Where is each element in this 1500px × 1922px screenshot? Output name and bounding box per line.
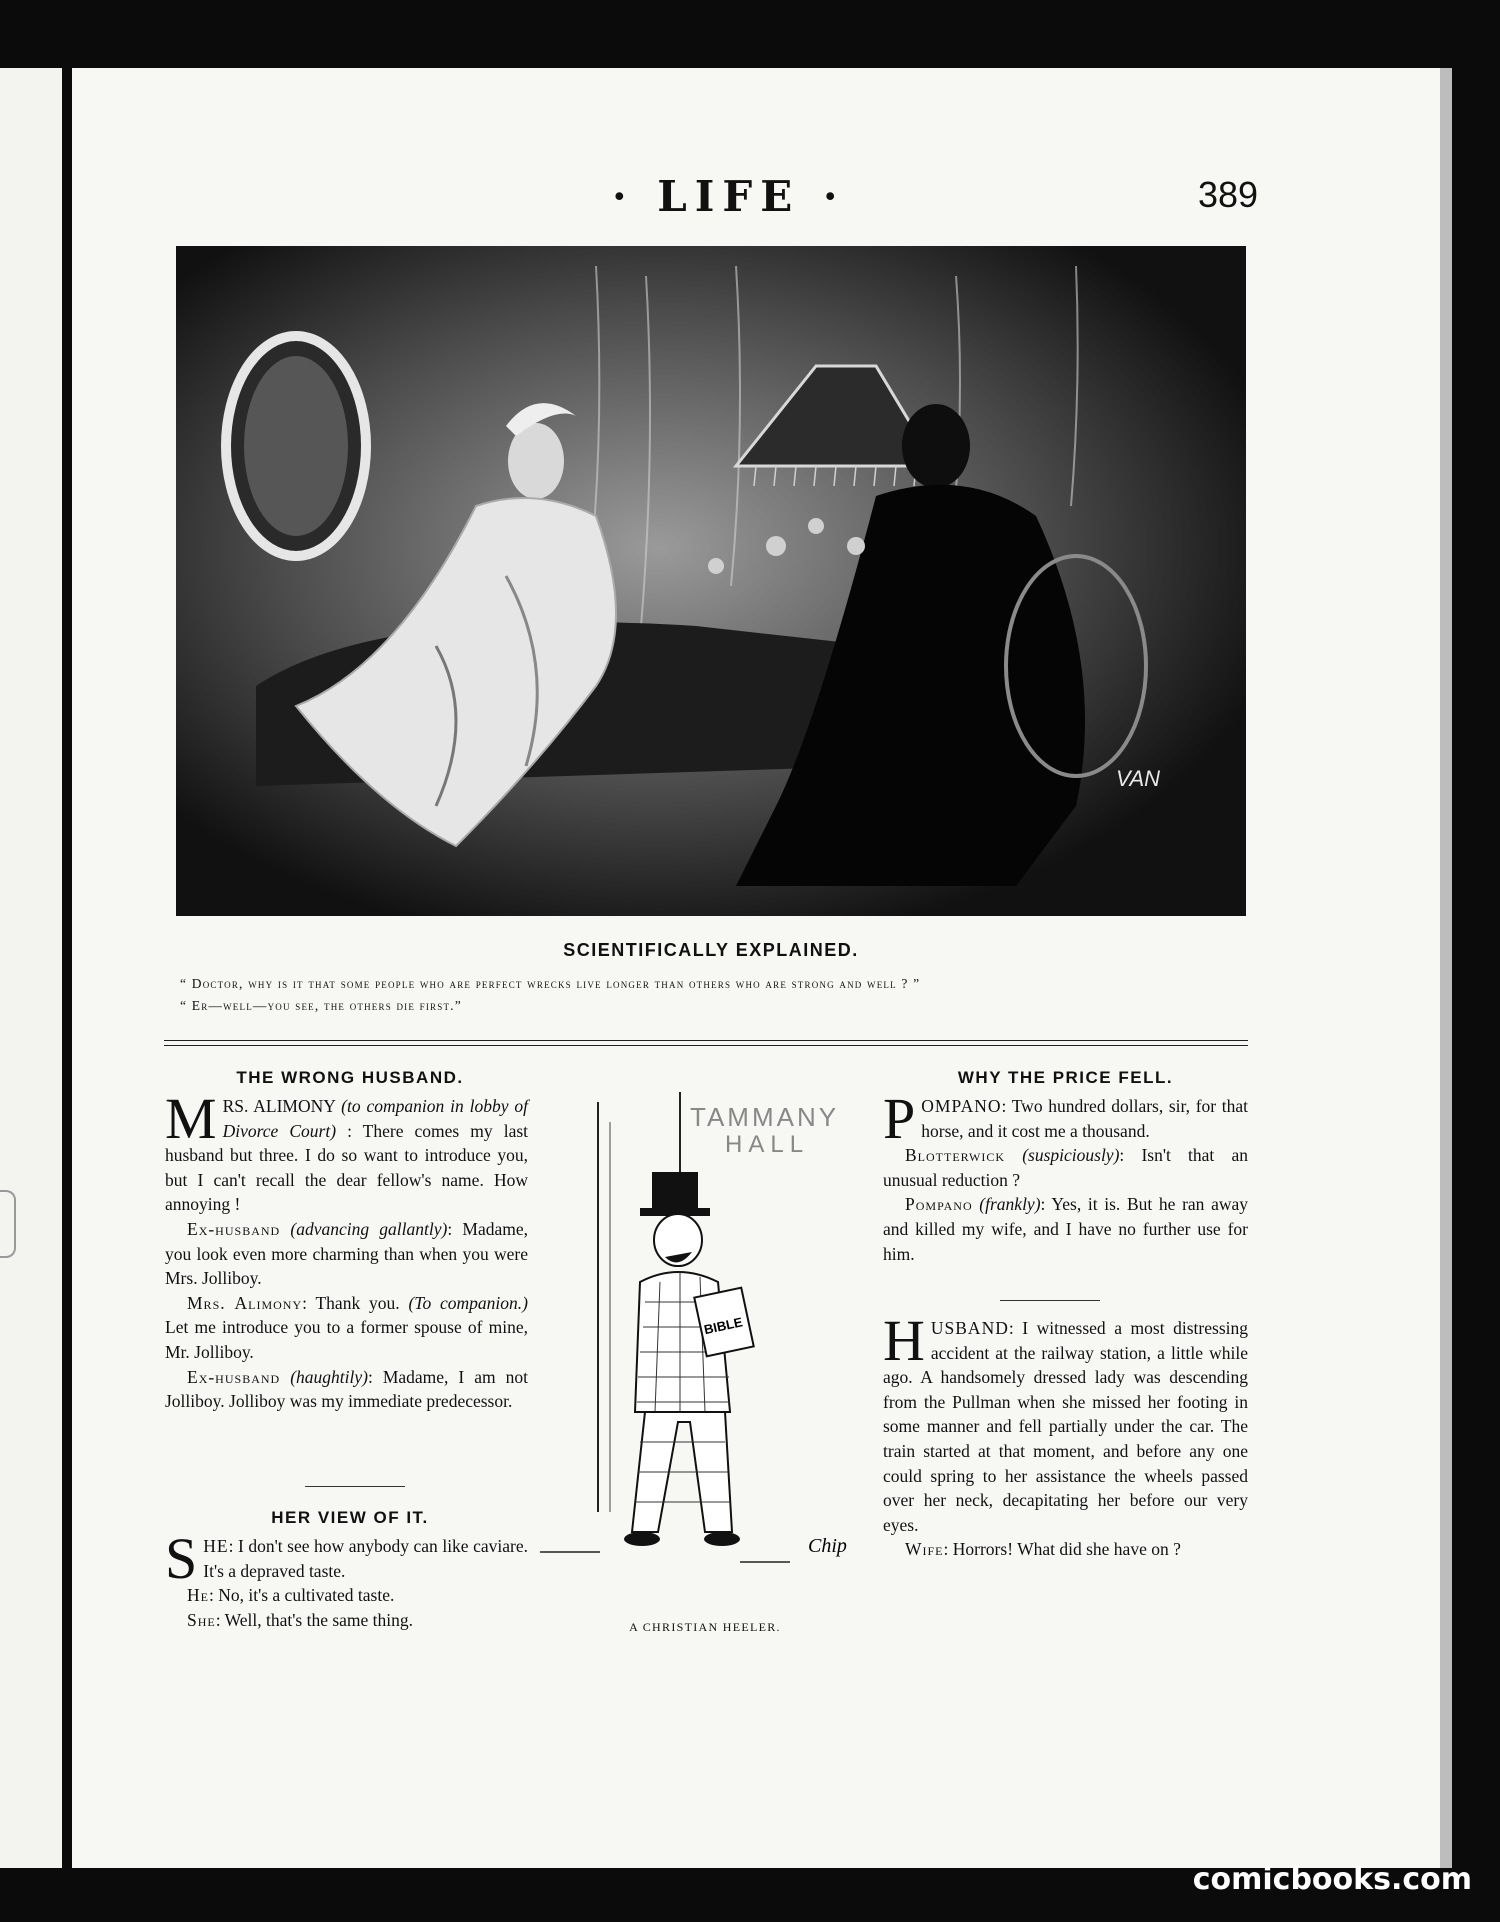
- dropcap-m: M: [165, 1086, 217, 1151]
- dialogue: : Yes, it is. But he ran away and killed my wife, and I have no further use for him.: [883, 1194, 1248, 1264]
- stage-direction: (to companion in lobby of Divorce Court): [222, 1096, 529, 1141]
- cartoon-caption: A CHRISTIAN HEELER.: [629, 1620, 781, 1634]
- cartoon-christian-heeler: [540, 1092, 870, 1592]
- binding-clip: [0, 1190, 16, 1258]
- site-watermark: comicbooks.com: [1192, 1862, 1472, 1897]
- speaker-blotterwick: Blotterwick: [905, 1145, 1005, 1166]
- heading-price-fell: WHY THE PRICE FELL.: [957, 1068, 1174, 1087]
- stage-direction: (haughtily): [290, 1366, 368, 1387]
- speaker-pompano: OMPANO: [921, 1096, 1002, 1116]
- facing-page-edge: [0, 68, 62, 1868]
- story-price-fell: [883, 1086, 1248, 1266]
- dialogue: : Madame, I am not Jolliboy. Jolliboy was my immediate predecessor.: [165, 1366, 528, 1412]
- dialogue: Let me introduce you to a former spouse of mine, Mr. Jolliboy.: [165, 1317, 528, 1362]
- story-wrong-husband: [165, 1086, 529, 1414]
- dialogue: : Thank you.: [302, 1292, 400, 1313]
- speaker-he: He: [187, 1585, 209, 1606]
- heading-her-view: HER VIEW OF IT.: [271, 1508, 429, 1527]
- dialogue: : Madame, you look even more charming than when you were Mrs. Jolliboy.: [165, 1218, 528, 1289]
- dialogue: : No, it's a cultivated taste.: [208, 1585, 395, 1606]
- page-number: 389: [1198, 174, 1259, 215]
- rule-bottom: [164, 1045, 1248, 1046]
- speaker-ex-husband: Ex-husband: [187, 1366, 281, 1387]
- speaker-ex-husband: Ex-husband: [187, 1218, 281, 1239]
- illustration-caption-title: SCIENTIFICALLY EXPLAINED.: [563, 940, 859, 960]
- stage-direction: (To companion.): [408, 1292, 528, 1313]
- stage-direction: (frankly): [979, 1194, 1041, 1215]
- dropcap-p: P: [883, 1086, 916, 1151]
- speaker-she: She: [187, 1609, 216, 1630]
- page-edge-shadow: [1440, 68, 1452, 1868]
- dropcap-h: H: [883, 1308, 925, 1373]
- stage-direction: (advancing gallantly): [290, 1218, 448, 1239]
- speaker-she: HE: [203, 1536, 229, 1556]
- heading-wrong-husband: THE WRONG HUSBAND.: [236, 1068, 464, 1087]
- speaker-mrs-alimony: Mrs. Alimony: [187, 1292, 303, 1313]
- cartoon-signature: Chip: [808, 1535, 847, 1557]
- caption-line-1: “ Doctor, why is it that some people who are perfect wrecks live longer than others who are strong and well ? ”: [180, 976, 921, 991]
- main-illustration: [176, 246, 1246, 916]
- dialogue: : There comes my last husband but three. I do so want to introduce you, but I can't recall the dear fellow's name. How annoying !: [165, 1120, 529, 1215]
- dropcap-s: S: [165, 1526, 198, 1591]
- caption-line-2: “ Er—well—you see, the others die first.”: [180, 998, 462, 1013]
- section-separator: [1000, 1300, 1100, 1301]
- stage-direction: (suspiciously): [1022, 1145, 1120, 1166]
- speaker-mrs-alimony: RS. ALIMONY: [222, 1096, 336, 1116]
- story-husband-accident: [883, 1308, 1248, 1562]
- story-her-view: [165, 1526, 528, 1632]
- section-separator: [305, 1486, 405, 1487]
- dialogue: : Isn't that an unusual reduction ?: [883, 1145, 1248, 1190]
- speaker-husband: USBAND: [930, 1318, 1009, 1338]
- running-title: · LIFE ·: [612, 172, 846, 221]
- speaker-wife: Wife: [905, 1539, 944, 1560]
- sign-line-1: TAMMANY: [690, 1102, 840, 1132]
- artist-signature: VAN: [1116, 766, 1161, 791]
- sign-line-2: HALL: [725, 1131, 810, 1158]
- rule-top: [164, 1040, 1248, 1041]
- bible-label: BIBLE: [702, 1314, 744, 1338]
- speaker-pompano: Pompano: [905, 1194, 973, 1215]
- dialogue: : I witnessed a most distressing accident at the railway station, a little while ago. A handsomely dressed lady was descending from the Pullman when she missed her footing in some manner and fell partially under the car. The train started at that moment, and before any one could spring to her assistance the wheels passed over her neck, decapitating her before our very eyes.: [883, 1318, 1248, 1535]
- dialogue: : I don't see how anybody can like caviare. It's a depraved taste.: [203, 1536, 528, 1581]
- dialogue: : Horrors! What did she have on ?: [943, 1539, 1181, 1560]
- dialogue: : Two hundred dollars, sir, for that horse, and it cost me a thousand.: [921, 1096, 1248, 1141]
- dialogue: : Well, that's the same thing.: [215, 1609, 414, 1630]
